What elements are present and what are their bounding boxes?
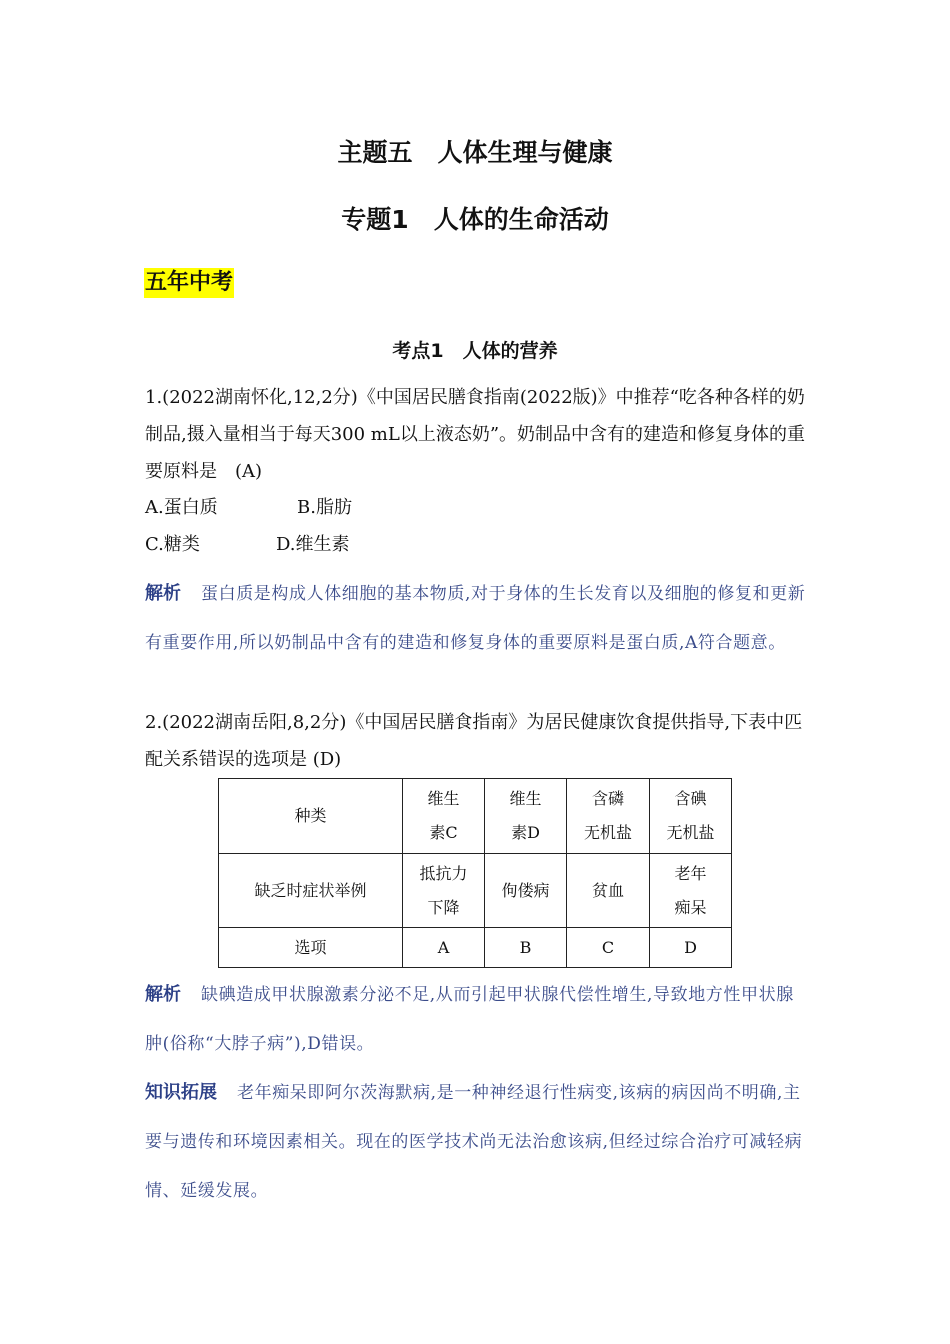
table-cell: 老年 痴呆: [650, 854, 732, 928]
analysis-text: 蛋白质是构成人体细胞的基本物质,对于身体的生长发育以及细胞的修复和更新有重要作用,所以奶制品中含有的建造和修复身体的重要原料是蛋白质,A符合题意。: [145, 584, 806, 653]
nutrition-table: [218, 778, 732, 968]
analysis-label: 解析: [145, 984, 181, 1005]
analysis-label: 解析: [145, 583, 181, 604]
q1-option-a: A.蛋白质: [145, 497, 218, 518]
table-row: [219, 928, 732, 968]
extension-label: 知识拓展: [145, 1082, 217, 1103]
table-cell: 种类: [219, 779, 403, 854]
table-cell: 抵抗力 下降: [403, 854, 485, 928]
table-cell: 含碘 无机盐: [650, 779, 732, 854]
main-title: 主题五 人体生理与健康: [337, 138, 613, 167]
table-cell: 贫血: [567, 854, 650, 928]
table-row: [219, 854, 732, 928]
table-cell: D: [650, 928, 732, 968]
q1-option-d: D.维生素: [276, 534, 350, 555]
table-cell: 佝偻病: [485, 854, 567, 928]
q2-knowledge-extension: [145, 1068, 807, 1216]
table-cell: 维生 素D: [485, 779, 567, 854]
q2-analysis: [145, 970, 807, 1069]
section-tag: 五年中考: [144, 268, 234, 298]
table-row: [219, 779, 732, 854]
question-1-stem: 1.(2022湖南怀化,12,2分)《中国居民膳食指南(2022版)》中推荐“吃各种各样的奶制品,摄入量相当于每天300 mL以上液态奶”。奶制品中含有的建造和修复身体的重要原料是 (A): [145, 387, 806, 482]
sub-title: 专题1 人体的生命活动: [341, 205, 609, 234]
q1-option-b: B.脂肪: [297, 497, 352, 518]
q1-option-c: C.糖类: [145, 534, 200, 555]
question-2-stem: 2.(2022湖南岳阳,8,2分)《中国居民膳食指南》为居民健康饮食提供指导,下表中匹配关系错误的选项是 (D): [145, 712, 803, 770]
extension-text: 老年痴呆即阿尔茨海默病,是一种神经退行性病变,该病的病因尚不明确,主要与遗传和环境因素相关。现在的医学技术尚无法治愈该病,但经过综合治疗可减轻病情、延缓发展。: [145, 1083, 803, 1201]
table-cell: 含磷 无机盐: [567, 779, 650, 854]
analysis-text: 缺碘造成甲状腺激素分泌不足,从而引起甲状腺代偿性增生,导致地方性甲状腺肿(俗称“大脖子病”),D错误。: [145, 985, 794, 1054]
table-cell: 选项: [219, 928, 403, 968]
table-cell: A: [403, 928, 485, 968]
kaodian-heading: 考点1 人体的营养: [392, 340, 558, 362]
table-cell: C: [567, 928, 650, 968]
q1-analysis: [145, 569, 807, 668]
table-cell: 缺乏时症状举例: [219, 854, 403, 928]
table-cell: 维生 素C: [403, 779, 485, 854]
table-cell: B: [485, 928, 567, 968]
